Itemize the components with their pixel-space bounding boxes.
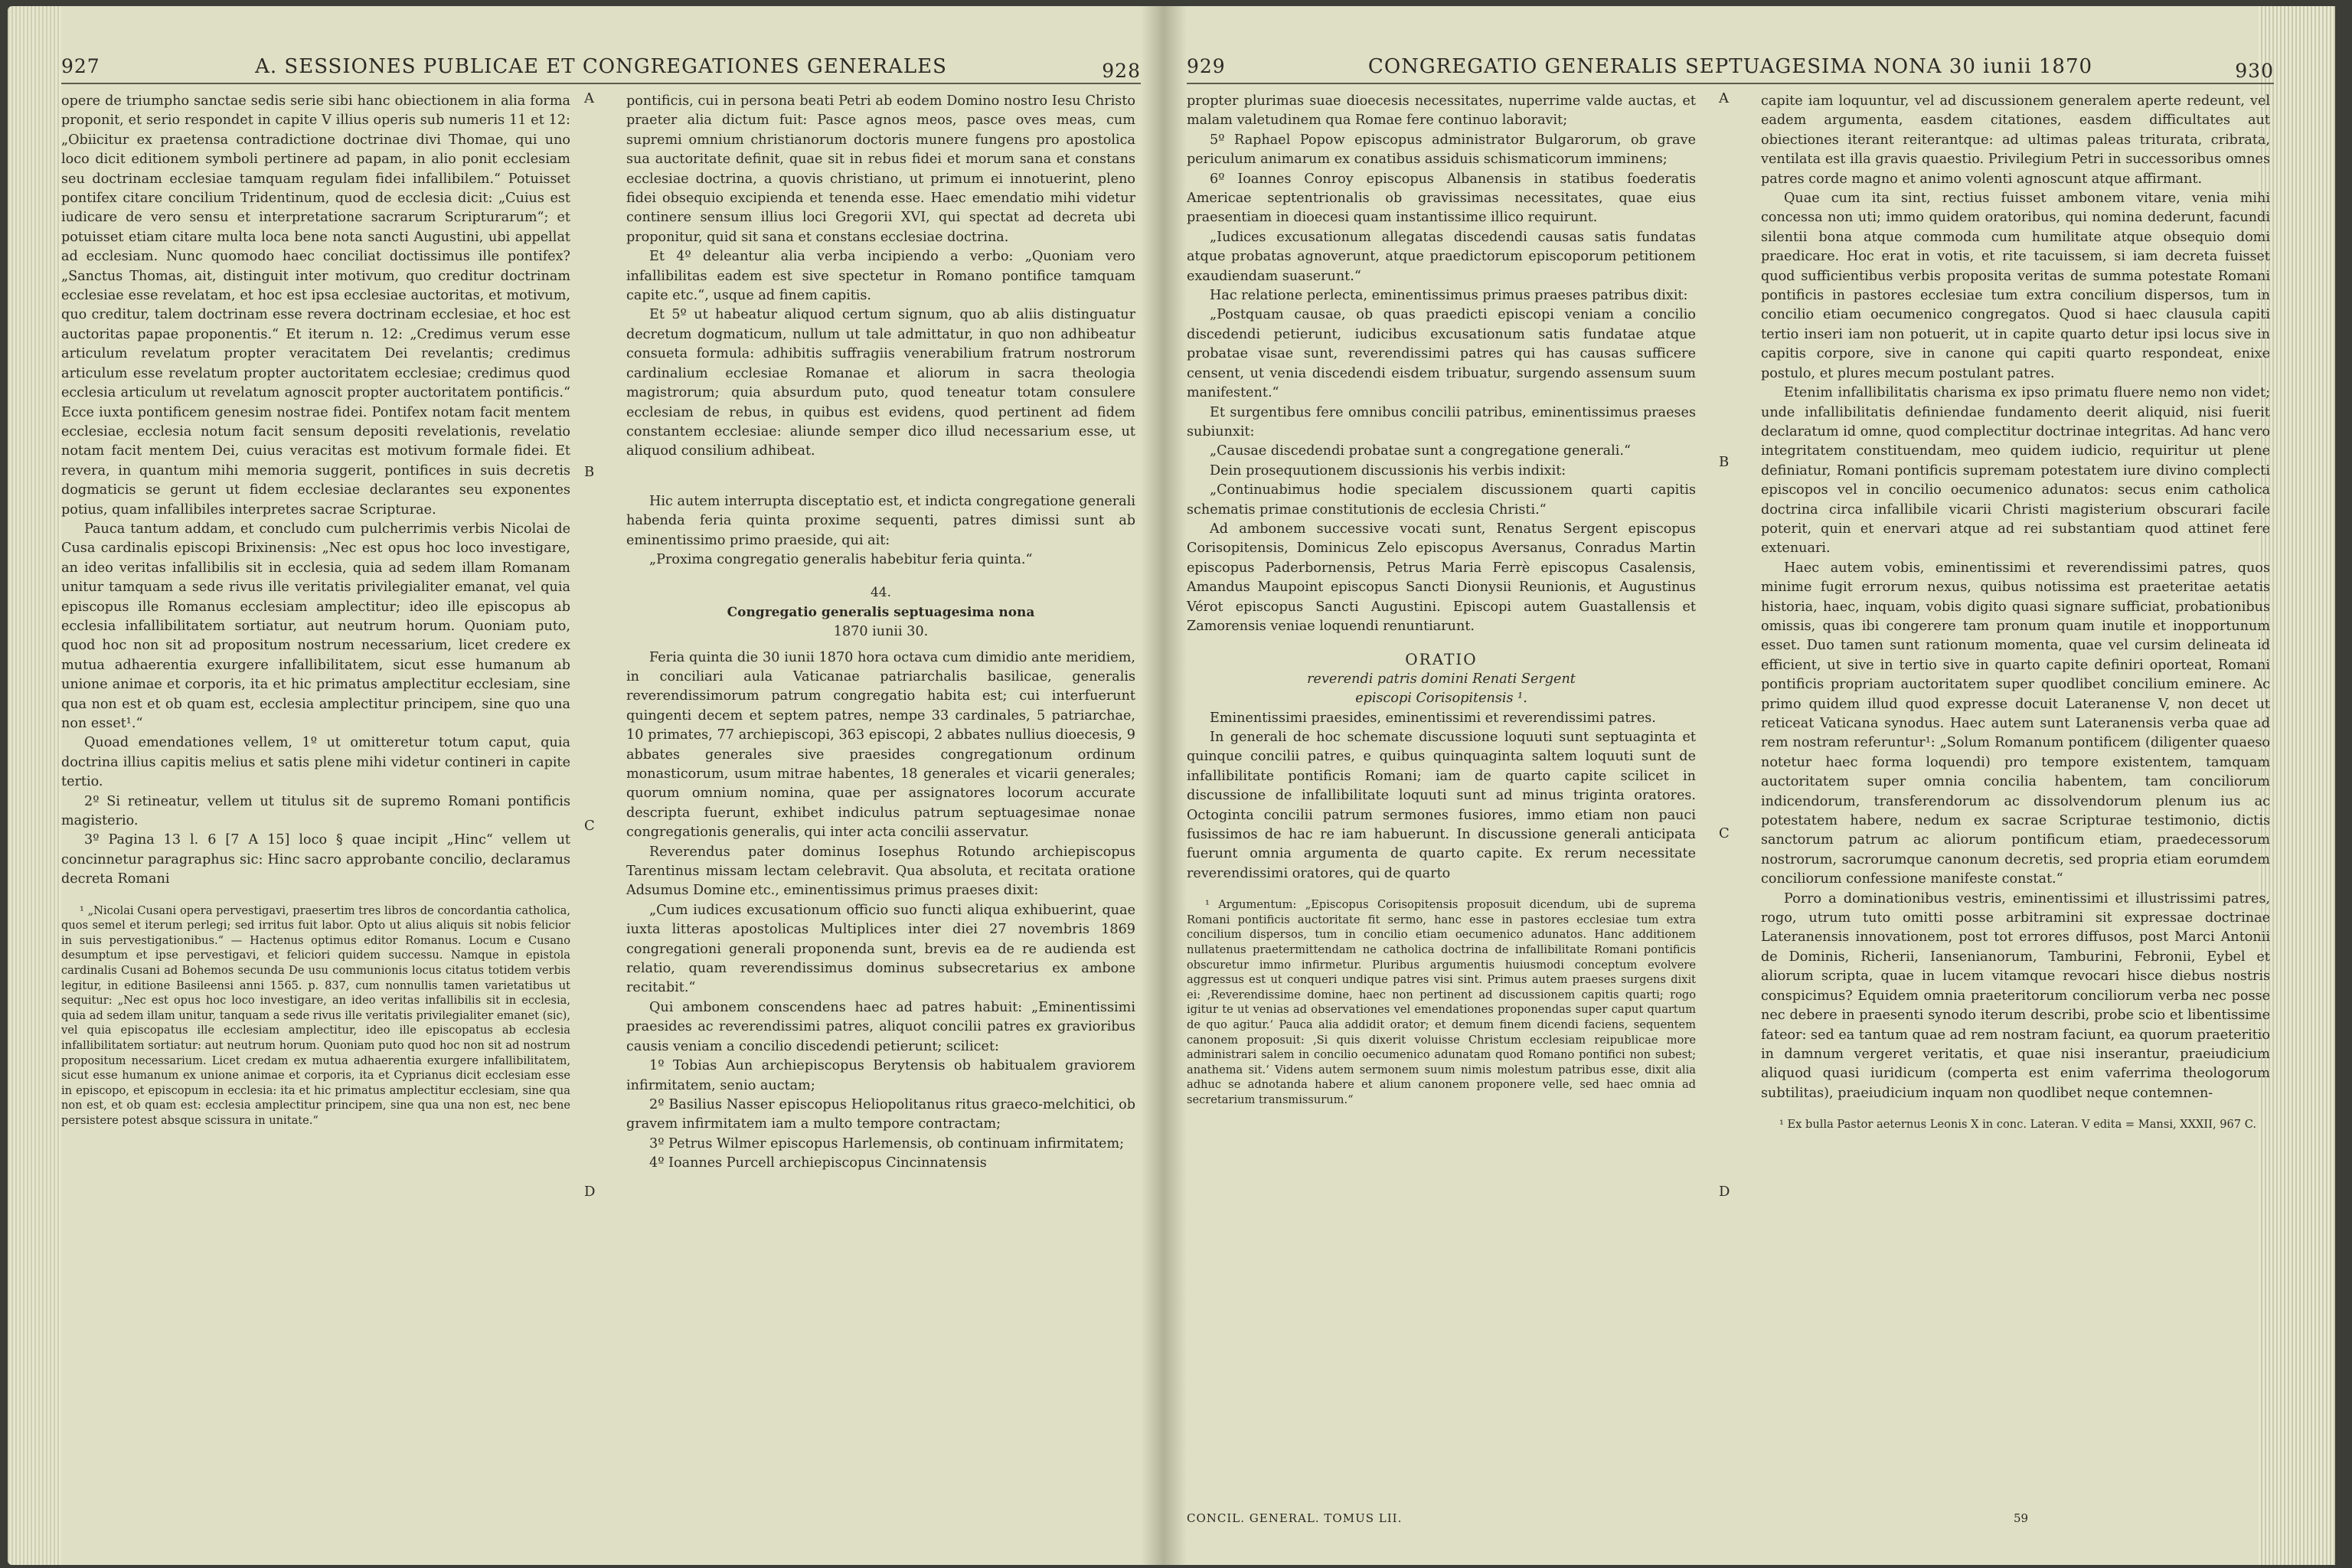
section-date: 1870 iunii 30.: [833, 624, 929, 640]
paragraph: opere de triumpho sanctae sedis serie sibi hanc obiectionem in alia forma proponit, et serio respondet in capite V illius operis sub numeris 11 et 12: „Obiicitur ex praetensa contradictione doctrinae divi Thomae, qui uno loco dicit editionem symboli pertinere ad papam, in alio ponit ecclesiam seu doctrinam ecclesiae tamquam regulam fidei infallibilem.“ Potuisset pontifex citare concilium Tridentinum, quod de ecclesia dicit: „Cuius est iudicare de vero sensu et interpretatione sacrarum Scripturarum“; et potuisset etiam citare multa loca bene nota sancti Augustini, ubi appellat ad ecclesiam. Nunc quomodo haec conciliat doctissimus ille pontifex? „Sanctus Thomas, ait, distinguit inter motivum, quo creditur doctrinam ecclesiae esse revelatam, et hoc est ipsa ecclesiae auctoritas, et motivum, quo creditur, talem doctrinam esse revera doctrinam ecclesiae, et hoc est auctoritas papae proponentis.“ Et iterum n. 12: „Credimus verum esse articulum revelatum propter veracitatem Dei revelantis; credimus articulum esse revelatum propter auctoritatem ecclesiae; credimus quod ecclesia articulum ut revelatum agnoscit propter auctoritatem pontificis.“ Ecce iuxta pontificem genesim nostrae fidei. Pontifex notam facit mentem ecclesiae, ecclesia notum facit sensum depositi revelationis, revelatio notam facit mentem Dei, cuius veracitas est motivum formale fidei. Et revera, in quantum mihi memoria suggerit, pontifices in suis decretis dogmaticis se gerunt ut fidem ecclesiae declarantes seu exponentes potius, quam infallibiles interpretes sacrae Scripturae.: [61, 93, 570, 518]
margin-letter: A: [1719, 90, 1729, 106]
page-number: 930: [2235, 60, 2274, 82]
footnote-text: ¹ Argumentum: „Episcopus Corisopitensis proposuit dicendum, ubi de suprema Romani pontificis auctoritate fit sermo, hanc esse in pastores ecclesiae tum extra concilium dispersos, tum in concilio etiam oecumenico adunatos. Hanc additionem nullatenus praetermittendam ne catholica doctrina de infallibilitate Romani pontificis obscuretur immo infirmetur. Pluribus argumentis huiusmodi conceptum evolvere aggressus est ut conqueri undique patres visi sint. Primus autem praeses surgens dixit ei: ‚Reverendissime domine, haec non pertinent ad discussionem capitis quarti; rogo igitur te ut venias ad observationes vel emendationes proponendas super caput quartum de quo agitur.‘ Pauca alia addidit orator; et demum finem dicendi faciens, sequentem canonem proposuit: ‚Si quis dixerit voluisse Christum ecclesiam reipublicae more administrari salem in concilio oecumenico adunatam quod Romano pontifici non subest; anathema sit.‘ Videns autem sermonem suum nimis molestum patribus esse, dixit alia adhuc se adnotanda habere et alium canonem proponere velle, sed haec omnia ad secretarium transmissurum.“: [1187, 898, 1696, 1106]
page-stack-left: [8, 6, 61, 1565]
paragraph: Hic autem interrupta disceptatio est, et indicta congregatione generali habenda feria quinta proxime sequenti, patres dimissi sunt ab eminentissimo primo praeside, qui ait:: [626, 493, 1135, 548]
volume-footer: CONCIL. GENERAL. TOMUS LII.: [1187, 1511, 1403, 1525]
header-rule: [1187, 83, 2274, 84]
paragraph: Haec autem vobis, eminentissimi et reverendissimi patres, quos minime fugit errorum nexus, quibus notissima est praeteritae aetatis historia, haec, inquam, vobis digito quasi signare sufficiat, probationibus omissis, quas ibi congerere tam pronum quam inutile et inopportunum esset. Duo tamen sunt rationum momenta, quae vel cursim delineata id efficient, ut sive in tertio sive in quarto capite definiri oporteat, Romani pontificis propriam auctoritatem super quodlibet concilium eminere. Ac primo quidem illud quod expresse docuit Lateranense V, non decet ut reticeat Vaticana synodus. Haec autem sunt Lateranensis verba quae ad rem nostram referuntur¹: „Solum Romanum pontificem (diligenter quaeso notetur haec forma loquendi) pro tempore existentem, tamquam auctoritatem super omnia concilia habentem, tam conciliorum indicendorum, transferendorum ac dissolvendorum plenum ius ac potestatem habere, nedum ex sacrae Scripturae testimonio, dictis sanctorum patrum ac aliorum pontificum etiam, praedecessorum nostrorum, sacrorumque canonum decretis, sed propria etiam eorumdem conciliorum confessione manifeste constat.“: [1761, 560, 2270, 887]
footnote-text: ¹ „Nicolai Cusani opera pervestigavi, praesertim tres libros de concordantia catholica, quos semel et iterum perlegi; sed irritus fuit labor. Opto ut alius aliquis sit nobis felicior in suis pervestigationibus.“ — Hactenus optimus editor Romanus. Locum e Cusano desumptum et ipse pervestigavi, et feliciori quidem successu. Namque in epistola cardinalis Cusani ad Bohemos secunda De usu communionis locus citatus totidem verbis legitur, in editione Basileensi anni 1565. p. 837, cum nonnullis tamen varietatibus ut sequitur: „Nec est opus hoc loco investigare, an ideo veritas infallibilis sit in ecclesia, quia ad sedem illam unitur, tanquam a sede rivus ille veritatis privilegialiter emanet (sic), vel quia episcopatus ille ecclesiam amplectitur, ideo ille episcopatus ab ecclesia infallibilitatem sortiatur: aut neutrum horum. Quoniam puto quod hoc non sit ad nostrum propositum necessarium. Licet credam ex mutua adhaerentia exurgere infallibilitatem, sicut esse humanum ex unione animae et corporis, ita et Cyprianus dicit ecclesiam esse in episcopo, et episcopum in ecclesia: ita et hic primatus amplectitur ecclesiam, sine qua non est, et ob quam est: ecclesia amplectitur principem, sine qua una non est, nec bene persistere potest absque scissura in unitate.“: [61, 903, 570, 1127]
paragraph: „Causae discedendi probatae sunt a congregatione generali.“: [1210, 443, 1632, 459]
paragraph: Eminentissimi praesides, eminentissimi et reverendissimi patres.: [1210, 710, 1656, 726]
paragraph: Qui ambonem conscendens haec ad patres habuit: „Eminentissimi praesides ac reverendissimi patres, aliquot concilii patres ex gravioribus causis veniam a concilio discedendi petierunt; scilicet:: [626, 999, 1135, 1054]
running-title: A. SESSIONES PUBLICAE ET CONGREGATIONES GENERALES: [255, 55, 947, 78]
header-rule: [61, 83, 1141, 84]
paragraph: In generali de hoc schemate discussione loquuti sunt septuaginta et quinque concilii patres, e quibus quinquaginta saltem loquuti sunt de infallibilitate pontificis Romani; iam de quarto capite scilicet in discussione de infallibilitate loquuti sunt ad minus triginta oratores. Octoginta concilii patrum sermones fusiores, immo etiam non pauci fusissimos de hac re iam habuerunt. In discussione generali anticipata fuerunt omnia argumenta de quarto capite. Ex rerum necessitate reverendissimi oratores, qui de quarto: [1187, 730, 1696, 881]
left-column: [1187, 92, 1696, 1108]
paragraph: Reverendus pater dominus Iosephus Rotundo archiepiscopus Tarentinus missam lectam celebravit. Qua absoluta, et recitata oratione Adsumus Domine etc., eminentissimus primus praeses dixit:: [626, 844, 1135, 899]
paragraph: 6º Ioannes Conroy episcopus Albanensis in statibus foederatis Americae septentrionalis ob gravissimas necessitates, quae eius praesentiam in dioecesi quam instantissime illico requirunt.: [1187, 171, 1696, 226]
footnote-text: ¹ Ex bulla Pastor aeternus Leonis X in conc. Lateran. V edita = Mansi, XXXII, 967 C.: [1779, 1118, 2257, 1132]
margin-letter: B: [1719, 454, 1730, 470]
paragraph: Hac relatione perlecta, eminentissimus primus praeses patribus dixit:: [1210, 288, 1688, 304]
page-number: 927: [61, 55, 100, 77]
paragraph: Ad ambonem successive vocati sunt, Renatus Sergent episcopus Corisopitensis, Dominicus Zelo episcopus Aversanus, Conradus Martin episcopus Paderbornensis, Petrus Maria Ferrè episcopus Casalensis, Amandus Maupoint episcopus Sancti Dionysii Reunionis, et Augustinus Vérot episcopus Sancti Augustini. Episcopi autem Guastallensis et Zamorensis veniae loquendi renuntiarunt.: [1187, 521, 1696, 634]
paragraph: „Postquam causae, ob quas praedicti episcopi veniam a concilio discedendi petierunt, iudicibus excusationum satis fundatae atque probatae visae sunt, reverendissimi patres qui has causas sufficere censent, ut venia discedendi eisdem tribuatur, surgendo assensum suum manifestent.“: [1187, 307, 1696, 401]
right-page: [1187, 6, 2274, 1565]
paragraph: 3º Pagina 13 l. 6 [7 A 15] loco § quae incipit „Hinc“ vellem ut concinnetur paragraphus sic: Hinc sacro approbante concilio, declaramus decreta Romani: [61, 832, 570, 887]
paragraph: Quoad emendationes vellem, 1º ut omitteretur totum caput, quia doctrina illius capitis melius et satis plene mihi videtur contineri in capite tertio.: [61, 735, 570, 790]
right-column: [1761, 92, 2270, 1132]
paragraph: propter plurimas suae dioecesis necessitates, nuperrime valde auctas, et malam valetudinem qua Romae fere continuo laboravit;: [1187, 93, 1696, 129]
right-page-header: [1187, 55, 2274, 86]
paragraph: Quae cum ita sint, rectius fuisset ambonem vitare, venia mihi concessa non uti; immo quidem oratoribus, qui nomina dederunt, facundi silentii bona atque commoda cum humilitate atque obsequio domi praedicare. Hoc erat in votis, et rite tacuissem, si iam decreta fuisset quod sufficientibus verbis proposita veritas de summa potestate Romani pontificis in pastores ecclesiae tum extra concilium dispersos, tum in concilio etiam oecumenico congregatos. Quod si haec clausula capiti tertio inseri iam non potuerit, ut in capite quarto detur ipsi locus sive in capitis corpore, sive in canone qui capiti quarto respondeat, enixe postulo, et plures mecum postulant patres.: [1761, 191, 2270, 381]
paragraph: Etenim infallibilitatis charisma ex ipso primatu fluere nemo non videt; unde infallibilitatis definiendae fundamento deerit aliquid, nisi fuerit declaratum id omne, quod complectitur doctrinae integritas. Ad hanc vero integritatem constituendam, meo quidem iudicio, requiritur ut plene definiatur, Romani pontificis supremam potestatem iure divino complecti episcopos vel in concilio oecumenico adunatos: secus enim catholica doctrina circa infallibile vicarii Christi magisterium obscurari facile poterit, quin et enervari atque ad rei substantiam quod attinet fere extenuari.: [1761, 385, 2270, 557]
paragraph: Dein prosequutionem discussionis his verbis indixit:: [1210, 462, 1566, 479]
paragraph: „Continuabimus hodie specialem discussionem quarti capitis schematis primae constitutionis de ecclesia Christi.“: [1187, 482, 1696, 518]
paragraph: 2º Basilius Nasser episcopus Heliopolitanus ritus graeco-melchitici, ob gravem infirmitatem iam a multo tempore contractam;: [626, 1096, 1135, 1132]
margin-letter: A: [584, 90, 594, 106]
right-column: [626, 92, 1135, 1174]
page-number: 929: [1187, 55, 1226, 77]
book-gutter: [1141, 6, 1187, 1565]
paragraph: Et 4º deleantur alia verba incipiendo a verbo: „Quoniam vero infallibilitas eadem est sive spectetur in Romano pontifice tamquam capite etc.“, usque ad finem capitis.: [626, 249, 1135, 304]
footnote: [1187, 897, 1696, 1107]
paragraph: 1º Tobias Aun archiepiscopus Berytensis ob habitualem graviorem infirmitatem, senio auctam;: [626, 1058, 1135, 1093]
section-number: 44.: [870, 585, 892, 601]
paragraph: 2º Si retineatur, vellem ut titulus sit de supremo Romani pontificis magisterio.: [61, 793, 570, 829]
paragraph: „Proxima congregatio generalis habebitur feria quinta.“: [649, 551, 1033, 567]
running-title: CONGREGATIO GENERALIS SEPTUAGESIMA NONA 30 iunii 1870: [1367, 55, 2093, 78]
paragraph: pontificis, cui in persona beati Petri ab eodem Domino nostro Iesu Christo praeter alia dictum fuit: Pasce agnos meos, pasce oves meas, cum supremi omnium christianorum doctoris munere fungens pro apostolica sua auctoritate definit, quae sit in rebus fidei et morum sana et constans ecclesiae doctrina, a quovis christiano, ut primum ei innotuerint, pleno fidei obsequio excipienda et tenenda esse. Haec emendatio mihi videtur continere sensum illius loci Gregorii XVI, qui spectat ad decreta ubi proponitur, quid sit sana et constans ecclesiae doctrina.: [626, 93, 1135, 245]
margin-letter: D: [584, 1184, 596, 1200]
margin-letter: C: [584, 818, 595, 834]
paragraph: 5º Raphael Popow episcopus administrator Bulgarorum, ob grave periculum animarum ex conatibus assiduis schismaticorum imminens;: [1187, 132, 1696, 168]
paragraph: Et 5º ut habeatur aliquod certum signum, quo ab aliis distinguatur decretum dogmaticum, nullum ut tale admittatur, in quo non adhibeatur consueta formula: adhibitis suffragiis venerabilium fratrum nostrorum cardinalium ecclesiae Romanae et aliorum in sacra theologia magistrorum; quia absurdum puto, quod teneatur totam consulere ecclesiam de rebus, in quibus est evidens, quod pertinent ad fidem constantem ecclesiae: aliunde semper dico illud necessarium esse, ut aliquod consilium adhibeat.: [626, 307, 1135, 459]
margin-letter: C: [1719, 825, 1730, 841]
open-book: [8, 6, 2305, 1565]
paragraph: Pauca tantum addam, et concludo cum pulcherrimis verbis Nicolai de Cusa cardinalis episcopi Brixinensis: „Nec est opus hoc loco investigare, an ideo veritas infallibilis sit in ecclesia, quia ad sedem illam Romanam unitur tamquam a sede rivus ille veritatis privilegialiter emanat, vel quia episcopus ille Romanus ecclesiam amplectitur; ideo ille episcopus ab ecclesia infallibilitatem sortiatur, aut neutrum horum. Quoniam puto, quod hoc non sit ad propositum nostrum necessarium, licet credere ex mutua adhaerentia exurgere infallibilitatem, sicut esse humanum ab unione animae et corporis, ita et hic primatus amplectitur ecclesiam, sine qua non est et ob quam est, ecclesia amplectitur principem, sine quo una non esset¹.“: [61, 521, 570, 731]
paragraph: capite iam loquuntur, vel ad discussionem generalem aperte redeunt, vel eadem argumenta, easdem citationes, easdem difficultates aut obiectiones iterant reiterantque: ad ultimas paleas triturata, cribrata, ventilata est illa gravis quaestio. Privilegium Petri in successoribus omnes patres corde magno et animo volenti agnoscunt atque affirmant.: [1761, 93, 2270, 187]
oration-title: ORATIO: [1405, 650, 1478, 669]
left-page-header: [61, 55, 1141, 86]
paragraph: Feria quinta die 30 iunii 1870 hora octava cum dimidio ante meridiem, in conciliari aula Vaticanae patriarchalis basilicae, generalis reverendissimorum patrum congregatio habita est; cui interfuerunt quingenti decem et septem patres, nempe 33 cardinales, 5 patriarchae, 10 primates, 77 archiepiscopi, 363 episcopi, 2 abbates nullius dioecesis, 9 abbates generales sive praesides congregationum ordinum monasticorum, usum mitrae habentes, 18 generales et vicarii generales; quorum omnium nomina, quae per assignatores locorum accurate descripta fuerunt, exhibet indiculus patrum septuagesimae nonae congregationis generalis, qui inter acta concilii asservatur.: [626, 649, 1135, 841]
oration-subtitle: reverendi patris domini Renati Sergent: [1307, 671, 1576, 687]
paragraph: Porro a dominationibus vestris, eminentissimi et illustrissimi patres, rogo, utrum tuto omitti posse arbitramini sit expressae doctrinae Lateranensis innovationem, post tot errores diffusos, post Marci Antonii de Dominis, Richerii, Iansenianorum, Tamburini, Febronii, Eybel et aliorum scripta, quae in lucem vitamque revocari hisce diebus nostris conspicimus? Equidem omnia praeteritorum conciliorum verba nec posse nec debere in praesenti synodo iterum describi, probe scio et libentissime fateor: sed ea tantum quae ad rem nostram faciunt, ea quorum praeteritio in damnum vergeret veritatis, et quae nisi inserantur, praeiudicium aliquod quasi iuridicum (comperta est enim vaferrima theologorum subtilitas), praeiudicium inquam non quodlibet neque contemnen-: [1761, 890, 2270, 1101]
oration-subtitle: episcopi Corisopitensis ¹.: [1355, 691, 1527, 707]
page-number: 928: [1102, 60, 1141, 82]
footnote: [1761, 1117, 2270, 1132]
footnote: [61, 903, 570, 1129]
section-title: Congregatio generalis septuagesima nona: [727, 604, 1035, 620]
paragraph: 3º Petrus Wilmer episcopus Harlemensis, ob continuam infirmitatem;: [649, 1135, 1125, 1152]
margin-letter: B: [584, 464, 595, 480]
paragraph: „Cum iudices excusationum officio suo functi aliqua exhibuerint, quae iuxta litteras apostolicas Multiplices inter diei 27 novembris 1869 congregationi generali proponenda sunt, brevis ea de re audienda est relatio, quam reverendissimus dominus subsecretarius ex ambone recitabit.“: [626, 902, 1135, 996]
left-page: [61, 6, 1141, 1565]
paragraph: „Iudices excusationum allegatas discedendi causas satis fundatas atque probatas agnoverunt, atque praedictorum episcoporum petitionem exaudiendam suaserunt.“: [1187, 229, 1696, 284]
paragraph: 4º Ioannes Purcell archiepiscopus Cincinnatensis: [649, 1155, 987, 1171]
left-column: [61, 92, 570, 1129]
signature-number: 59: [2014, 1511, 2029, 1525]
paragraph: Et surgentibus fere omnibus concilii patribus, eminentissimus praeses subiunxit:: [1187, 404, 1696, 439]
margin-letter: D: [1719, 1184, 1730, 1200]
